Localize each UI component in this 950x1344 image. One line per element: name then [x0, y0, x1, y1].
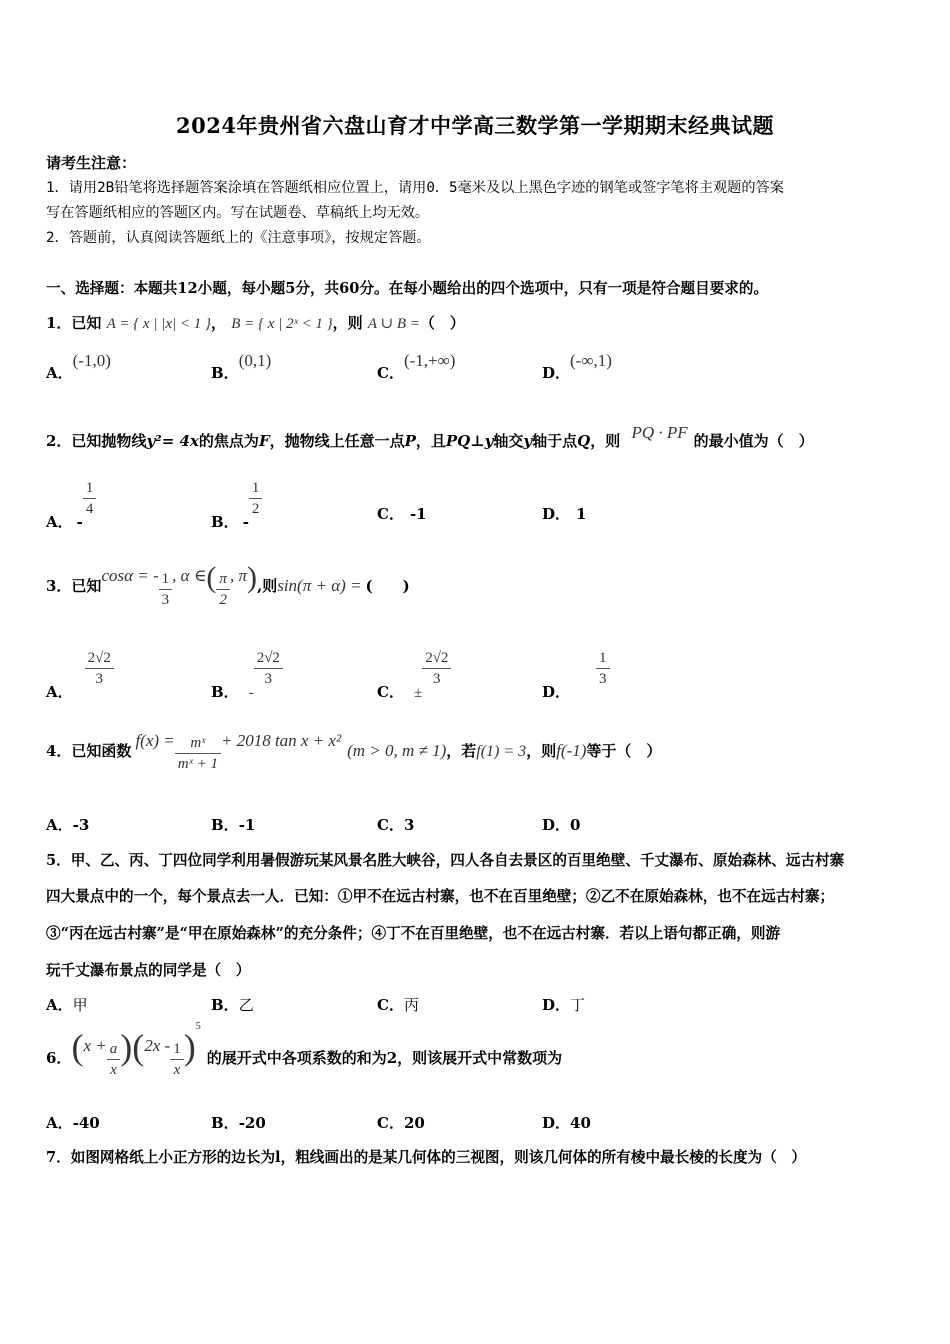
q1-union: A ∪ B =: [367, 316, 420, 332]
q5-option-d[interactable]: D．丁: [542, 996, 586, 1014]
page-title: 2024年贵州省六盘山育才中学高三数学第一学期期末经典试题: [176, 113, 774, 138]
q3-option-d[interactable]: D． $\frac{1}{3}$: [542, 648, 610, 689]
q1-option-c[interactable]: C．(-1,+∞): [377, 351, 456, 382]
question-4: 4．已知函数f(x) = $\frac{\text{mˣ}}{\text{mˣ + 1}}$ + 2018 tan x + x²(m > 0, m ≠ 1)，若f(1) = 3，则f(-1)等于（ ）: [46, 730, 662, 772]
q2-option-a[interactable]: A． - $\frac{1}{4}$: [46, 478, 96, 519]
q6-option-a[interactable]: A．-40: [46, 1114, 100, 1132]
q1-sep: ，: [211, 314, 227, 332]
q2-option-b[interactable]: B． - $\frac{1}{2}$: [211, 478, 262, 519]
q1-set-b: B = { x | 2ˣ < 1 }: [231, 316, 333, 332]
q3-option-c[interactable]: C． ± $\frac{2√2}{3}$: [377, 648, 451, 689]
q4-option-b[interactable]: B．-1: [211, 816, 256, 834]
q4-option-d[interactable]: D．0: [542, 816, 581, 834]
q4-option-c[interactable]: C．3: [377, 816, 415, 834]
q2-option-c[interactable]: C． -1: [377, 505, 427, 523]
q6-option-b[interactable]: B．-20: [211, 1114, 266, 1132]
q2-option-d[interactable]: D． 1: [542, 505, 587, 523]
question-5-line-1: 5．甲、乙、丙、丁四位同学利用暑假游玩某风景名胜大峡谷，四人各自去景区的百里绝壁、千丈瀑布、原始森林、远古村寨: [46, 852, 845, 869]
q1-suffix-2: （ ）: [419, 314, 465, 332]
q6-option-c[interactable]: C．20: [377, 1114, 425, 1132]
question-7: 7．如图网格纸上小正方形的边长为l，粗线画出的是某几何体的三视图，则该几何体的所有棱中最长棱的长度为（ ）: [46, 1149, 806, 1166]
notice-line-1b: 写在答题纸相应的答题区内。写在试题卷、草稿纸上均无效。: [46, 205, 430, 221]
question-5-line-2: 四大景点中的一个，每个景点去一人．已知：①甲不在远古村寨，也不在百里绝壁；②乙不在原始森林，也不在远古村寨；: [46, 888, 835, 905]
q3-option-b[interactable]: B． - $\frac{2√2}{3}$: [211, 648, 283, 689]
q1-option-b[interactable]: B．(0,1): [211, 351, 272, 382]
q5-option-c[interactable]: C．丙: [377, 996, 419, 1014]
q6-option-d[interactable]: D．40: [542, 1114, 591, 1132]
notice-heading: 请考生注意：: [46, 154, 137, 172]
notice-line-1: 1．请用2B铅笔将选择题答案涂填在答题纸相应位置上，请用0．5毫米及以上黑色字迹的钢笔或签字笔将主观题的答案: [46, 180, 784, 196]
question-1: [46, 312, 465, 333]
q2-expression: PQ · PF: [631, 423, 688, 442]
question-5-line-3: ③“丙在远古村寨”是“甲在原始森林”的充分条件；④丁不在百里绝壁，也不在远古村寨．若以上语句都正确，则游: [46, 925, 781, 942]
q5-option-b[interactable]: B．乙: [211, 996, 254, 1014]
q1-option-d[interactable]: D．(-∞,1): [542, 351, 612, 382]
question-6: 6．(x + $\frac{a}{x}$ )(2x - $\frac{1}{x}$ )$^5$的展开式中各项系数的和为2，则该展开式中常数项为: [46, 1021, 563, 1078]
question-3: 3．已知cosα = - $\frac{1}{3}$ , α ∈( $\frac{\pi}{2}$ , π),则sin(π + α) = ( ): [46, 561, 410, 608]
notice-line-2: 2．答题前，认真阅读答题纸上的《注意事项》，按规定答题。: [46, 230, 431, 246]
q2-equation: y²= 4x: [146, 432, 199, 450]
q1-suffix-1: ，则: [332, 314, 363, 332]
q1-prefix: 1．已知: [46, 314, 102, 332]
q5-option-a[interactable]: A．甲: [46, 996, 88, 1014]
q4-option-a[interactable]: A．-3: [46, 816, 90, 834]
q3-option-a[interactable]: A． $\frac{2√2}{3}$: [46, 648, 114, 689]
section-heading: 一、选择题：本题共12小题，每小题5分，共60分。在每小题给出的四个选项中，只有一项是符合题目要求的。: [46, 280, 769, 297]
question-2: 2．已知抛物线y²= 4x的焦点为F，抛物线上任意一点P，且PQ⊥y轴交y轴于点Q，则 PQ · PF 的最小值为（ ）: [46, 423, 814, 450]
q1-option-a[interactable]: A．(-1,0): [46, 351, 111, 382]
q1-set-a: A = { x | |x| < 1 }: [106, 316, 211, 332]
question-5-line-4: 玩千丈瀑布景点的同学是（ ）: [46, 962, 251, 979]
